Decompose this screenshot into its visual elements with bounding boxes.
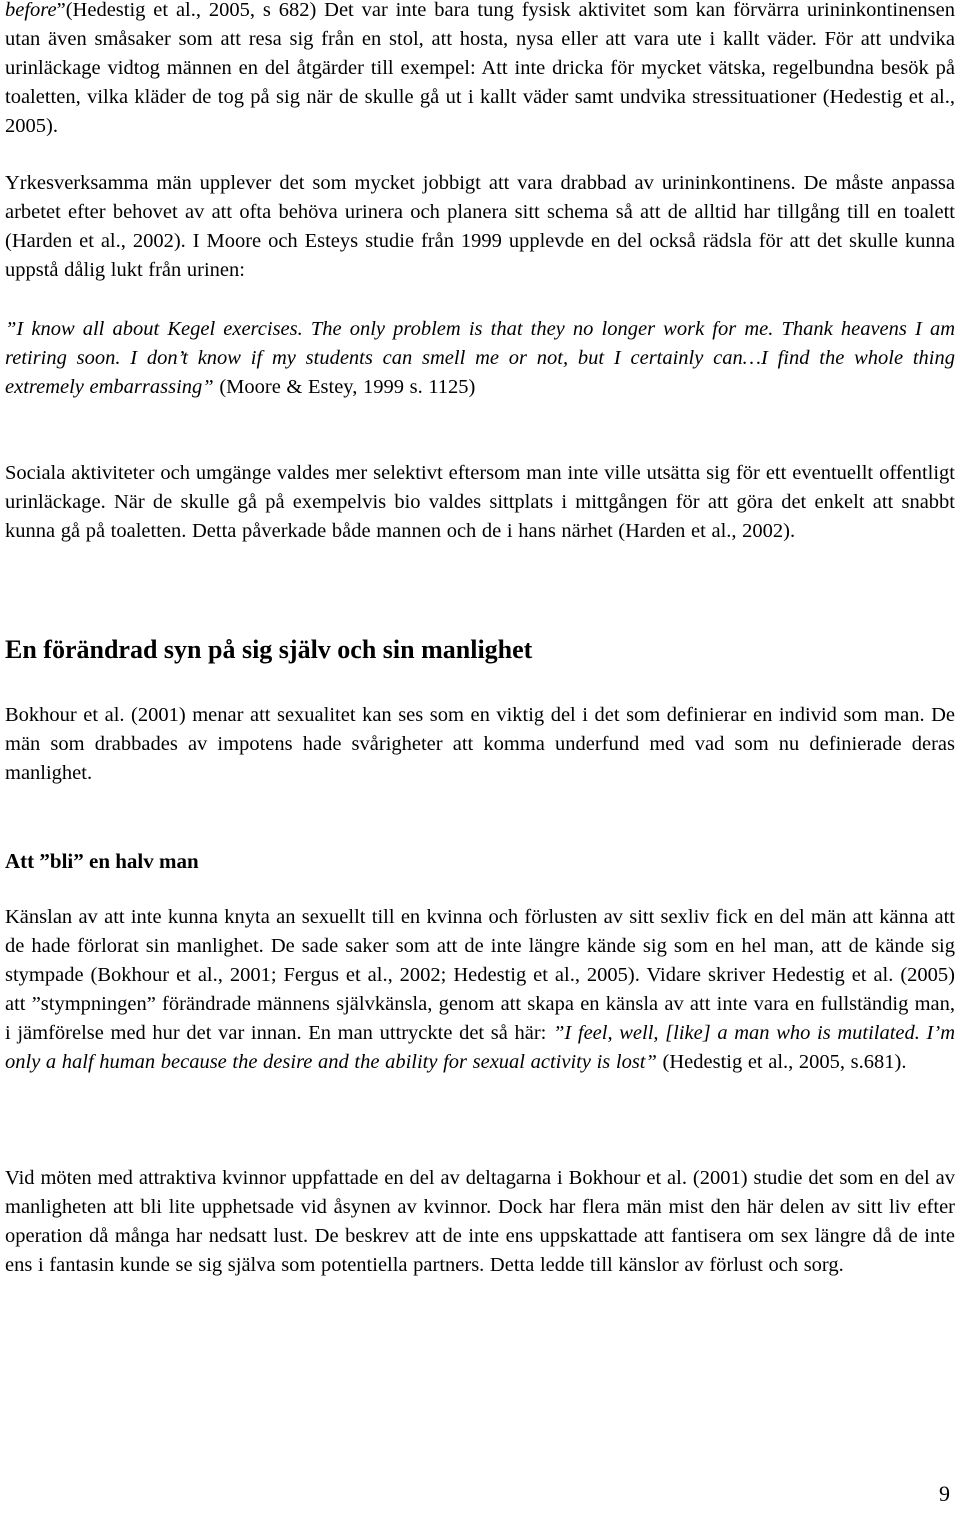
paragraph-attractive-women [5,1164,955,1280]
quote-text-italic: ”I know all about Kegel exercises. The only problem is that they no longer work for me. Thank heavens I am retiring soon. I don’t know if my students can smell me or not, but I certainly can…I find the whole thing extremely embarrassing” [5,318,955,398]
paragraph-text: Känslan av att inte kunna knyta an sexuellt till en kvinna och förlusten av sitt sexliv fick en del män att känna att de hade förlorat sin manlighet. De sade saker som att de inte längre kände sig som en hel man, att de kände sig stympade (Bokhour et al., 2001; Fergus et al., 2002; Hedestig et al., 2005). Vidare skriver Hedestig et al. (2005) att ”stympningen” förändrade männens självkänsla, genom att skapa en känsla av att inte vara en fullständig man, i jämförelse med hur det var innan. En man uttryckte det så här: [5,906,955,1044]
paragraph-urinary-measures [5,0,955,141]
paragraph-sexuality-masculinity [5,701,955,788]
paragraph-half-man [5,903,955,1077]
paragraph-text: Vid möten med attraktiva kvinnor uppfattade en del av deltagarna i Bokhour et al. (2001) studie det som en del av manligheten att bli lite upphetsade vid åsynen av kvinnor. Dock har flera män mist den här delen av sitt liv efter operation då många har nedsatt lust. De beskrev att de inte ens uppskattade att fantisera om sex längre då de inte ens i fantasin kunde se sig själva som potentiella partners. Detta ledde till känslor av förlust och sorg. [5,1167,955,1276]
paragraph-text: ”(Hedestig et al., 2005, s 682) Det var inte bara tung fysisk aktivitet som kan förvärra urininkontinensen utan även småsaker som att resa sig från en stol, att hosta, nysa eller att vara ute i kallt väder. För att undvika urinläckage vidtog männen en del åtgärder till exempel: Att inte dricka för mycket vätska, regelbundna besök på toaletten, vilka kläder de tog på sig när de skulle gå ut i kallt väder samt undvika stressituationer (Hedestig et al., 2005). [5,0,955,137]
quote-citation: (Moore & Estey, 1999 s. 1125) [213,376,476,398]
paragraph-text: Yrkesverksamma män upplever det som mycket jobbigt att vara drabbad av urininkontinens. De måste anpassa arbetet efter behovet av att ofta behöva urinera och planera sitt schema så att de alltid har tillgång till en toalett (Harden et al., 2002). I Moore och Esteys studie från 1999 upplevde en del också rädsla för att det skulle kunna uppstå dålig lukt från urinen: [5,172,955,281]
paragraph-text: Sociala aktiviteter och umgänge valdes mer selektivt eftersom man inte ville utsätta sig för ett eventuellt offentligt urinläckage. När de skulle gå på exempelvis bio valdes sittplats i mittgången för att göra det enkelt att snabbt kunna gå på toaletten. Detta påverkade både mannen och de i hans närhet (Harden et al., 2002). [5,462,955,542]
quote-text-italic: ”I feel, well, [like] a man who is mutilated. I’m only a half human because the desire and the ability for sexual activity is lost” [5,1022,956,1073]
page-number: 9 [939,1481,950,1506]
subsection-heading: Att ”bli” en halv man [5,849,199,873]
block-quote-moore-estey [5,315,955,402]
paragraph-text: Bokhour et al. (2001) menar att sexualitet kan ses som en viktig del i det som definierar en individ som man. De män som drabbades av impotens hade svårigheter att komma underfund med vad som nu definierade deras manlighet. [5,704,955,784]
quote-citation: (Hedestig et al., 2005, s.681). [656,1051,907,1073]
paragraph-working-men [5,169,955,285]
quote-fragment-italic: before [5,0,57,21]
paragraph-social-activities [5,459,955,546]
section-heading: En förändrad syn på sig själv och sin manlighet [5,635,533,664]
